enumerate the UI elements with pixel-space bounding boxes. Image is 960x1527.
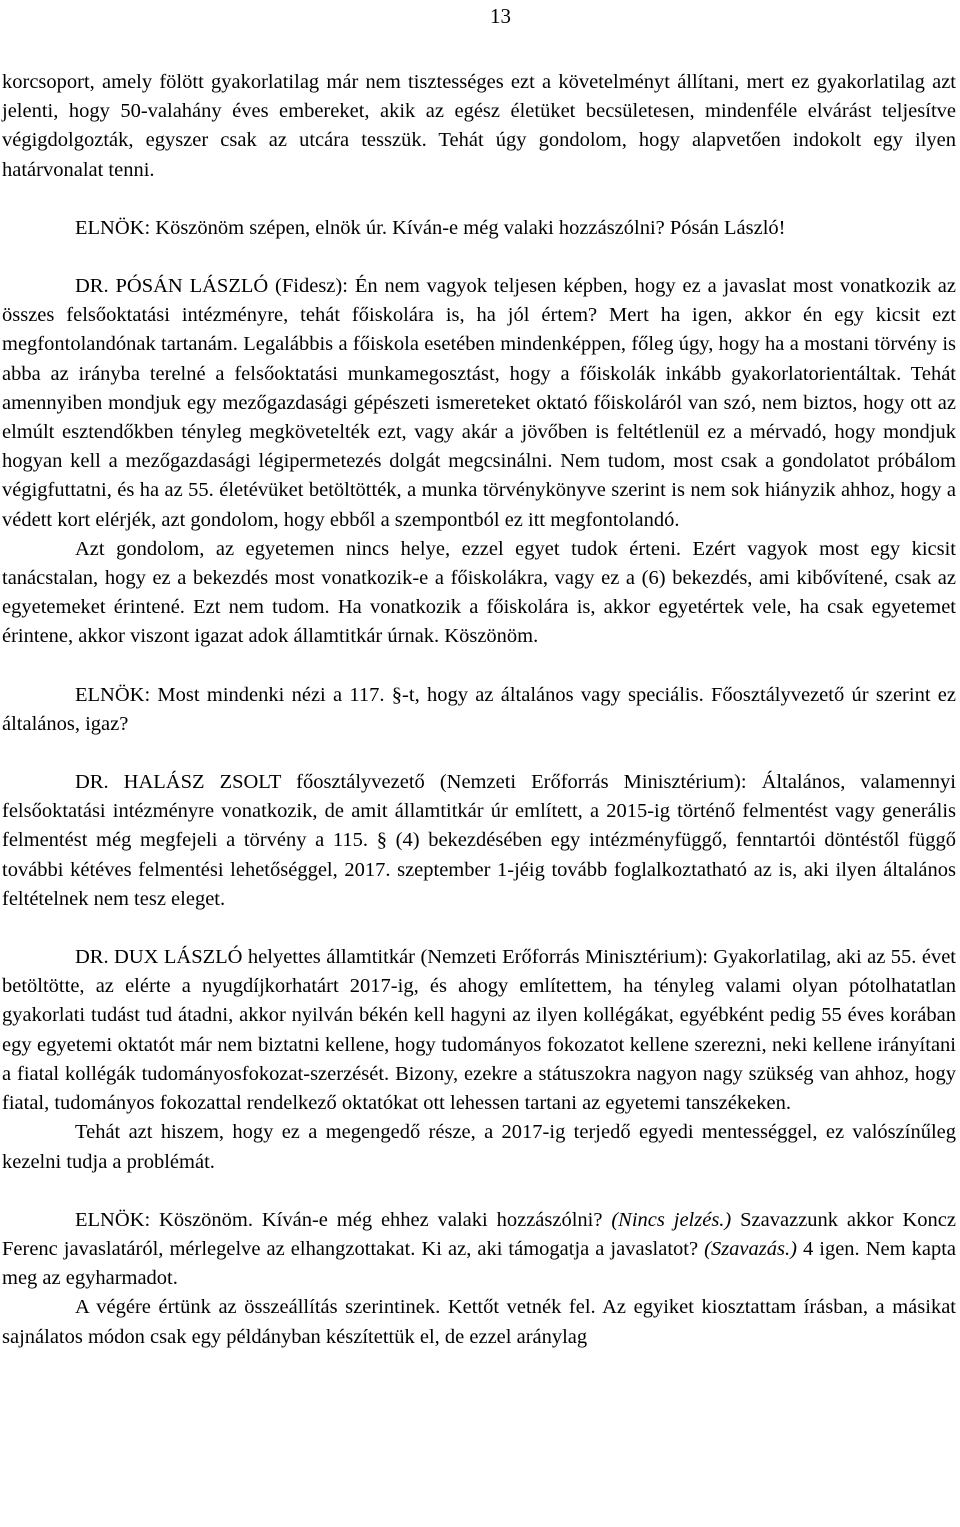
paragraph: ELNÖK: Köszönöm szépen, elnök úr. Kíván-e még valaki hozzászólni? Pósán László!	[75, 216, 786, 239]
speaker-text: ELNÖK: Köszönöm. Kíván-e még ehhez valaki hozzászólni?	[75, 1208, 612, 1231]
speaker-text: 4 igen. Nem kapta meg az egyharmadot.	[2, 1237, 956, 1290]
paragraph	[2, 1206, 956, 1294]
paragraph: korcsoport, amely fölött gyakorlatilag már nem tisztességes ezt a követelményt állítani, mert ez gyakorlatilag azt jelenti, hogy 50-valahány éves embereket, akik az egész életüket becsületesen, mindenféle elvárást teljesítve végigdolgozták, egyszer csak az utcára tesszük. Tehát úgy gondolom, hogy alapvetően indokolt egy ilyen határvonalat tenni.	[2, 71, 956, 181]
paragraph: A végére értünk az összeállítás szerintinek. Kettőt vetnék fel. Az egyiket kiosztattam írásban, a másikat sajnálatos módon csak egy példányban készítettük el, de ezzel aránylag	[2, 1296, 956, 1348]
paragraph: Azt gondolom, az egyetemen nincs helye, ezzel egyet tudok érteni. Ezért vagyok most egy kicsit tanácstalan, hogy ez a bekezdés most vonatkozik-e a főiskolákra, vagy ez a (6) bekezdés, ami kibővítené, csak az egyetemeket érintené. Ezt nem tudom. Ha vonatkozik a főiskolára is, akkor egyetértek vele, ha csak egyetemet érintene, akkor viszont igazat adok államtitkár úrnak. Köszönöm.	[2, 537, 956, 648]
paragraph: DR. DUX LÁSZLÓ helyettes államtitkár (Nemzeti Erőforrás Minisztérium): Gyakorlatilag, aki az 55. évet betöltötte, az elérte a nyugdíjkorhatárt 2017-ig, és ahogy említettem, ha tényleg valami olyan pótolhatatlan gyakorlati tudást tud átadni, akkor nyilván békén kell hagyni az ilyen kollégákat, egyébként pedig 55 éves korában egy egyetemi oktatót már nem biztatni kellene, hogy tudományos fokozatot kellene szerezni, neki kellene irányítani a fiatal kollégák tudományosfokozat-szerzését. Bizony, ezekre a státuszokra nagyon nagy szükség van ahhoz, hogy fiatal, tudományos fokozattal rendelkező oktatókat ott lehessen tartani az egyetemi tanszékeken.	[2, 946, 956, 1115]
paragraph: Tehát azt hiszem, hogy ez a megengedő része, a 2017-ig terjedő egyedi mentességgel, ez valószínűleg kezelni tudja a problémát.	[2, 1121, 956, 1173]
paragraph: DR. HALÁSZ ZSOLT főosztályvezető (Nemzeti Erőforrás Minisztérium): Általános, valamennyi felsőoktatási intézményre vonatkozik, de amit államtitkár úr említett, a 2015-ig történő felmentést vagy generális felmentést még megfejeli a törvény a 115. § (4) bekezdésében egy intézményfüggő, fenntartói döntéstől függő további kétéves felmentési lehetőséggel, 2017. szeptember 1-jéig tovább foglalkoztatható az is, aki ilyen általános feltételnek nem tesz eleget.	[2, 771, 956, 910]
document-body	[2, 68, 956, 1352]
speaker-text: Szavazzunk akkor Koncz Ferenc javaslatáról, mérlegelve az elhangzottakat. Ki az, aki támogatja a javaslatot?	[2, 1208, 956, 1260]
stage-note: (Szavazás.)	[704, 1237, 797, 1260]
paragraph: DR. PÓSÁN LÁSZLÓ (Fidesz): Én nem vagyok teljesen képben, hogy ez a javaslat most vonatkozik az összes felsőoktatási intézményre, tehát főiskolára is, ha jól értem? Mert ha igen, akkor én egy kicsit ezt megfontolandónak tartanám. Legalábbis a főiskola esetében mindenképpen, főleg úgy, hogy ha a mostani törvény is abba az irányba terelné a felsőoktatási munkamegosztást, hogy a főiskolák inkább gyakorlatorientáltak. Tehát amennyiben mondjuk egy mezőgazdasági gépészeti ismereteket oktató főiskoláról van szó, nem biztos, hogy ott az elmúlt esztendőkben tényleg megkövetelték ezt, vagy akár a jövőben is feltétlenül ez a mérvadó, hogy mondjuk hogyan kell a mezőgazdasági légipermetezés dolgát megcsinálni. Nem tudom, most csak a gondolatot próbálom végigfuttatni, és ha az 55. életévüket betöltötték, a munka törvénykönyve szerint is nem sok hiányzik ahhoz, hogy a védett kort elérjék, azt gondolom, hogy ebből a szempontból ez itt megfontolandó.	[2, 275, 956, 531]
page-number: 13	[490, 4, 511, 28]
paragraph: ELNÖK: Most mindenki nézi a 117. §-t, hogy az általános vagy speciális. Főosztályvezető úr szerint ez általános, igaz?	[2, 683, 956, 735]
stage-note: (Nincs jelzés.)	[611, 1208, 732, 1231]
